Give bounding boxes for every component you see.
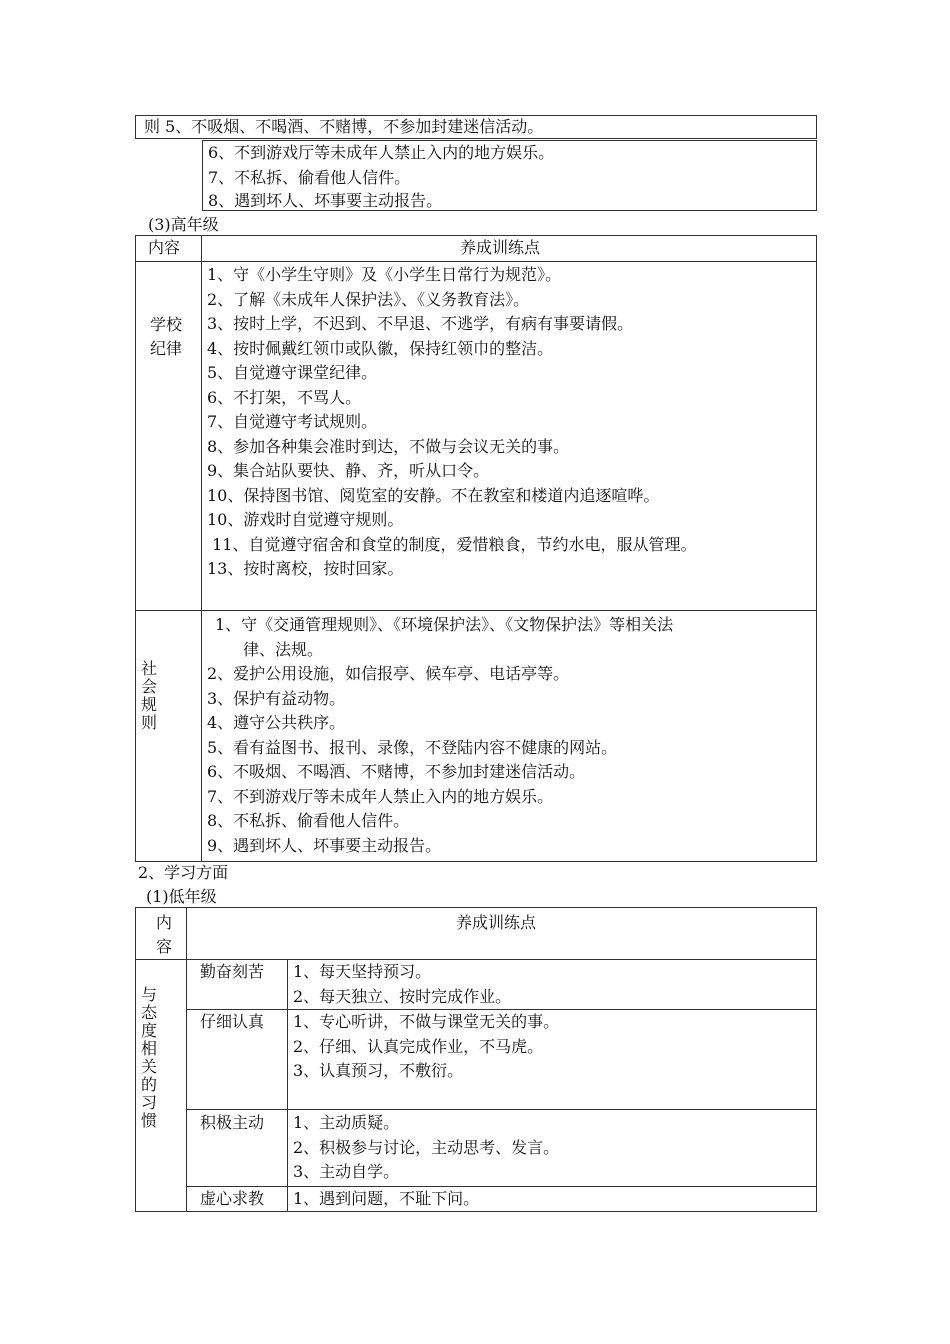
list-item: 3、认真预习，不敷衍。 bbox=[293, 1061, 464, 1080]
table2-row-rule-2 bbox=[186, 1109, 817, 1110]
table2-header-points: 养成训练点 bbox=[456, 913, 537, 932]
list-item: 7、不私拆、偷看他人信件。 bbox=[208, 167, 411, 187]
table2-header-content-1: 内 bbox=[156, 913, 173, 932]
list-item: 8、不私拆、偷看他人信件。 bbox=[207, 811, 410, 830]
list-item: 4、按时佩戴红领巾或队徽，保持红领巾的整洁。 bbox=[207, 338, 554, 358]
school-discipline-list bbox=[207, 263, 696, 582]
list-item: 9、集合站队要快、静、齐，听从口令。 bbox=[207, 461, 490, 480]
list-item: 1、专心听讲，不做与课堂无关的事。 bbox=[293, 1012, 560, 1031]
row-name-humble: 虚心求教 bbox=[200, 1189, 265, 1208]
section2-heading: 2、学习方面 bbox=[138, 863, 229, 882]
list-item: 2、积极参与讨论，主动思考、发言。 bbox=[293, 1137, 560, 1157]
list-item: 8、遇到坏人、坏事要主动报告。 bbox=[208, 190, 443, 210]
table2-header-content-2: 容 bbox=[156, 937, 173, 956]
list-item: 6、不打架，不骂人。 bbox=[207, 387, 362, 407]
table1-header-rule bbox=[135, 261, 817, 262]
row-items-proactive bbox=[293, 1111, 559, 1185]
table1-header-points: 养成训练点 bbox=[460, 238, 541, 257]
table2-row-rule-3 bbox=[186, 1186, 817, 1187]
attitude-habits-label: 与态度相关的习惯 bbox=[141, 985, 158, 1130]
row-items-diligent bbox=[293, 960, 511, 1009]
list-item: 1、每天坚持预习。 bbox=[293, 962, 432, 981]
list-item: 1、主动质疑。 bbox=[293, 1113, 400, 1132]
table1-header-content: 内容 bbox=[148, 238, 181, 257]
list-item: 10、游戏时自觉遵守规则。 bbox=[207, 510, 404, 529]
list-item: 3、按时上学，不迟到、不早退、不逃学，有病有事要请假。 bbox=[207, 314, 634, 333]
list-item: 4、遵守公共秩序。 bbox=[207, 713, 346, 732]
table2-divider-a bbox=[186, 907, 187, 1212]
table1-section-rule bbox=[135, 610, 817, 611]
row-items-careful bbox=[293, 1010, 559, 1084]
row-items-humble bbox=[293, 1187, 479, 1212]
list-item: 5、看有益图书、报刊、录像，不登陆内容不健康的网站。 bbox=[207, 737, 618, 757]
list-item: 11、自觉遵守宿舍和食堂的制度，爱惜粮食，节约水电，服从管理。 bbox=[207, 534, 697, 554]
school-discipline-label: 学校纪律 bbox=[150, 315, 183, 358]
list-item: 13、按时离校，按时回家。 bbox=[207, 559, 404, 578]
row-name-proactive: 积极主动 bbox=[200, 1113, 265, 1132]
row-name-diligent: 勤奋刻苦 bbox=[200, 962, 265, 981]
grade1-heading: (1)低年级 bbox=[146, 887, 217, 906]
list-item: 律、法规。 bbox=[243, 639, 324, 659]
list-item: 2、爱护公用设施，如信报亭、候车亭、电话亭等。 bbox=[207, 664, 570, 683]
grade3-heading: (3)高年级 bbox=[148, 215, 219, 234]
list-item: 6、不到游戏厅等未成年人禁止入内的地方娱乐。 bbox=[208, 143, 555, 162]
list-item: 1、守《小学生守则》及《小学生日常行为规范》。 bbox=[207, 265, 562, 284]
list-item: 1、遇到问题，不耻下问。 bbox=[293, 1189, 480, 1208]
top-row-text: 则 5、不吸烟、不喝酒、不赌博，不参加封建迷信活动。 bbox=[144, 117, 544, 136]
list-item: 9、遇到坏人、坏事要主动报告。 bbox=[207, 835, 442, 855]
list-item: 3、保护有益动物。 bbox=[207, 688, 346, 708]
list-item: 8、参加各种集会准时到达，不做与会议无关的事。 bbox=[207, 436, 570, 456]
list-item: 7、不到游戏厅等未成年人禁止入内的地方娱乐。 bbox=[207, 786, 554, 806]
table1-divider bbox=[201, 235, 202, 862]
list-item: 3、主动自学。 bbox=[293, 1162, 400, 1181]
society-rules-list bbox=[207, 613, 673, 858]
list-item: 5、自觉遵守课堂纪律。 bbox=[207, 363, 378, 382]
top-block-list bbox=[208, 141, 554, 212]
list-item: 6、不吸烟、不喝酒、不赌博，不参加封建迷信活动。 bbox=[207, 762, 586, 781]
row-name-careful: 仔细认真 bbox=[200, 1012, 265, 1031]
list-item: 2、仔细、认真完成作业，不马虎。 bbox=[293, 1036, 544, 1056]
society-rules-label: 社会规则 bbox=[141, 659, 158, 732]
list-item: 10、保持图书馆、阅览室的安静。不在教室和楼道内追逐喧哗。 bbox=[207, 485, 660, 505]
list-item: 7、自觉遵守考试规则。 bbox=[207, 412, 378, 431]
table2-divider-b bbox=[287, 959, 288, 1212]
list-item: 1、守《交通管理规则》、《环境保护法》、《文物保护法》等相关法 bbox=[215, 615, 674, 634]
list-item: 2、每天独立、按时完成作业。 bbox=[293, 986, 512, 1006]
list-item: 2、了解《未成年人保护法》、《义务教育法》。 bbox=[207, 289, 530, 309]
